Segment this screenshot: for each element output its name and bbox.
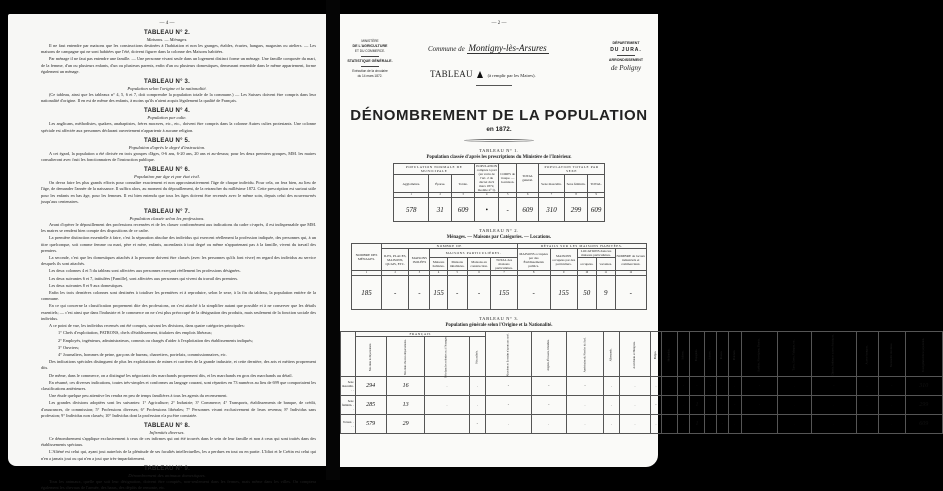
tableau-1-table: [393, 163, 605, 222]
value-eparse: 31: [429, 198, 452, 222]
value-etab-publics: -: [517, 276, 550, 310]
header-label: Suédois, Norvégiens, Danois.: [757, 337, 761, 372]
paragraph: La première distinction essentielle à faire, c'est la séparation absolue des individus qui exercent réellement la profession indiquée, des personnes qui, à un titre quelconque, soit comme femme ou mari, père et mère, enfants, ascendants à tout degré ou même n'appartenant pas à la famille, vivent du travail des premiers.: [41, 235, 316, 253]
cell: -: [485, 377, 531, 396]
ministry-block: [346, 39, 394, 79]
cell: .: [650, 377, 661, 396]
cell: .: [878, 396, 905, 415]
section-tableau-9: [8, 466, 326, 491]
cell: [425, 415, 469, 434]
row-label: Sexe féminin. . .: [341, 396, 356, 415]
value-corps-troupe: -: [499, 198, 517, 222]
value-construction: -: [467, 276, 491, 310]
column-number: 3: [451, 193, 474, 198]
value-totale: 609: [451, 198, 474, 222]
cell: .: [728, 377, 741, 396]
column-number: 1: [352, 271, 382, 276]
cell: .: [705, 396, 717, 415]
header-cell: NOMBRE DES MÉNAGES.: [352, 244, 382, 271]
header-label: Italiens.: [681, 350, 685, 359]
category-item: 2° Employés, ingénieurs, administrateurs, commis ou chargés d'aider à l'exploitation des établissements indiqués;: [58, 337, 253, 343]
paragraph: Les deux colonnes 4 et 5 du tableau sont affectées aux personnes exerçant réellement les professions désignées.: [49, 268, 241, 274]
header-label: Nés dans d'autres départements.: [403, 339, 407, 375]
header-blank: [341, 332, 356, 377]
paragraph: Ce dénombrement s'applique exclusivement à ceux de ces infirmes qui ont été trouvés dans le sein de leur famille et non à ceux qui sont traités dans des établissements spéciaux.: [41, 435, 316, 448]
category-item: 4° Journaliers, hommes de peine, garçons de bureau, charretiers, portefaix, commissionnaires, etc.: [58, 351, 227, 357]
header-cell: [689, 332, 704, 377]
paragraph: Les deux suivantes 6 et 7, intitulées [Famille], sont affectées aux personnes qui vivent du travail des premiers.: [49, 275, 239, 281]
header-group: DÉTAILS SUR LES MAISONS HABITÉES.: [517, 244, 646, 249]
cell: 579: [355, 415, 386, 434]
header-label: Hollandais.: [667, 348, 671, 361]
section-title: TABLEAU N° 9.: [144, 465, 190, 472]
header-group: MAISONS PARTICULIÈRES.: [430, 249, 517, 258]
cell: .: [812, 396, 856, 415]
cell: .: [778, 396, 812, 415]
cell: -: [689, 377, 704, 396]
header-cell: [469, 337, 485, 377]
cell: .: [728, 415, 741, 434]
header-cell: [425, 337, 469, 377]
year-line: en 1872.: [486, 126, 512, 133]
section-tableau-2: [8, 30, 326, 75]
header-label: Naturalisés.: [475, 350, 479, 364]
cell: -: [741, 396, 777, 415]
section-subtitle: Population classée selon les professions.: [129, 216, 205, 222]
header-cell: Sexe féminin.: [564, 175, 588, 193]
paragraph: Il ne faut entendre par maisons que les constructions destinées à l'habitation et non les granges, étables, écuries, hangars, magasins ou ateliers. — Les maisons de campagne qui ne sont habitées que l'été, doivent figurer dans la colonne des Maisons habitées.: [41, 43, 316, 55]
table-row-feminin: [341, 396, 943, 415]
column-number: 1: [394, 193, 429, 198]
page-number: — 4 —: [159, 21, 175, 26]
paragraph: En ce qui concerne la classification proprement dite des professions, on s'est attaché à la simplifier autant que possible et à ne conserver que les détails essentiels; — c'est ainsi que dans l'industrie et le commerce on ne s'est plus préoccupé de la désignation des produits, mais seulement de la fonction sociale des individus.: [41, 303, 316, 321]
section-title: TABLEAU N° 5.: [144, 137, 190, 144]
cell: 1: [689, 415, 704, 434]
header-label: Américains du Nord et du Sud.: [582, 337, 586, 372]
cell: .: [425, 377, 469, 396]
header-group: POPULATION NORMALE DE MUNICIPALE: [394, 164, 475, 175]
header-label: Nés dans les colonies ou à l'étranger.: [445, 336, 449, 378]
header-cell: CORPS de troupe. — Garnison.: [499, 164, 517, 193]
arrondissement-prefix: de: [610, 64, 618, 72]
cell: .: [856, 396, 878, 415]
column-number: 10: [577, 271, 596, 276]
cell: .: [812, 415, 856, 434]
header-label: Nationalité inconnue.: [889, 342, 893, 367]
page-number: — 2 —: [491, 21, 507, 26]
header-cell: Maisons inhabitées.: [447, 258, 467, 271]
section-subtitle: Population selon l'origine et la nationalité.: [127, 86, 207, 92]
header-cell: [531, 332, 566, 377]
header-label: Total général de la population.: [921, 337, 925, 372]
column-number: 6: [467, 271, 491, 276]
column-number: 6: [517, 193, 539, 198]
tableau-2-number: TABLEAU N° 2.: [479, 228, 519, 233]
ministry-name: DE L'AGRICULTURE: [352, 44, 388, 48]
cell: -: [878, 377, 905, 396]
section-tableau-8: [8, 423, 326, 462]
divider: [361, 56, 379, 57]
section-subtitle: Population par culte.: [147, 115, 187, 121]
cell: .: [878, 415, 905, 434]
tableau-3-caption: Population générale selon l'Origine et la Nationalité.: [445, 323, 553, 328]
column-number: 11: [596, 271, 615, 276]
department-label: DÉPARTEMENT: [612, 41, 640, 45]
cell: .: [778, 377, 812, 396]
cell: .: [662, 396, 678, 415]
paragraph: La seconde, c'est que les domestiques attachés à la personne doivent être classés (avec les personnes qu'ils font vivre) en regard des individus au service desquels ils sont attachés.: [41, 255, 316, 267]
cell: 294: [355, 377, 386, 396]
header-cell: TOTAL général.: [517, 164, 539, 193]
header-cell: [778, 332, 812, 377]
cell: .: [677, 415, 689, 434]
cell: .: [856, 415, 878, 434]
cell: .: [469, 377, 485, 396]
value-occupees: 50: [577, 276, 596, 310]
header-label: Autres étrangers.: [865, 344, 869, 365]
cell: .: [778, 415, 812, 434]
left-page-instructions: [8, 14, 326, 490]
header-label: Anglais, Écossais, Irlandais.: [546, 338, 550, 371]
paragraph: Les deux suivantes 8 et 9 aux domestiques.: [49, 282, 124, 288]
paragraph: Par ménage il ne faut pas entendre une famille. — Une personne vivant seule dans un logement distinct forme un ménage. Une famille composée du mari, de la femme, d'un ou plusieurs enfants, d'un ou plusieurs parents, enfin d'un ou plusieurs domestiques, demeurant ensemble dans le même appartement, forme également un ménage.: [41, 56, 316, 74]
header-cell: NOMBRE de locaux industriels et commerciaux.: [615, 249, 647, 271]
paragraph: On devra faire les plus grands efforts pour connaître exactement et non approximativement l'âge de chaque individu. Pour cela, on fera bien, au lieu de l'âge, de demander l'année de la naissance. Il suffira alors, au moment du dépouillement, de la retrancher du millésime 1872. Cette prescription est surtout utile pour les enfants en bas âge, pour les femmes. Il est bien entendu que tous les âges doivent être recensés avec le même soin, depuis celui des nouveau-nés jusqu'aux centenaires.: [41, 180, 316, 204]
divider: [361, 66, 379, 67]
cell-total: 310: [905, 377, 942, 396]
header-cell: vacantes.: [596, 258, 615, 271]
section-title: TABLEAU N° 3.: [144, 79, 190, 86]
column-number: 5: [499, 193, 517, 198]
paragraph: Tous les animaux, quelle que soit leur désignation, doivent être comptés, non-seulement dans les fermes, mais même dans les villes. On comptera également les chevaux de l'armée, des haras, des dépôts de remonte, etc.: [41, 478, 316, 490]
header-group: LOCATIONS dans les maisons particulières.: [577, 249, 615, 258]
cell: -: [717, 415, 728, 434]
arrondissement-name: Poligny: [619, 64, 642, 72]
cell: .: [662, 415, 678, 434]
header-cell: Sexe masculin.: [539, 175, 565, 193]
statistics-label: STATISTIQUE GÉNÉRALE.: [347, 59, 393, 63]
cell: -: [728, 396, 741, 415]
cell: -: [812, 377, 856, 396]
column-number: 2: [382, 271, 409, 276]
tableau-3-table: [340, 331, 943, 434]
column-number: 4: [430, 271, 447, 276]
cell: .: [566, 415, 604, 434]
header-group: POPULATION TOTALE PAR SEXE: [539, 164, 605, 175]
cell-total: 609: [905, 415, 942, 434]
tableau-2-table: [351, 243, 647, 310]
header-cell: MAISONS occupées par des Établissements publics.: [517, 249, 550, 271]
value-vacantes: 9: [596, 276, 615, 310]
paragraph: L'Aliéné est celui qui, ayant joui autrefois de la plénitude de ses facultés intellectuelles, les a perdues en tout ou en partie. L'Idiot et le Crétin est celui qui n'en a jamais joui ou qui n'en a joui que très-imparfaitement.: [41, 449, 316, 461]
book-spine: [326, 0, 340, 480]
value-feminin: 299: [564, 198, 588, 222]
column-number: 7: [491, 271, 517, 276]
header-cell: [566, 332, 604, 377]
column-number: 5: [447, 271, 467, 276]
cell: .: [620, 377, 651, 396]
value-habitees: 155: [430, 276, 447, 310]
header-cell: MAISONS occupées par des particuliers.: [550, 249, 577, 271]
form-header: [340, 21, 658, 111]
paragraph: En résumé, ces diverses indications, toutes très-simples et conformes au langage courant, sont réparties en 73 numéros au lieu de 699 que comportaient les classifications antérieures.: [41, 379, 316, 391]
section-tableau-6: [8, 167, 326, 205]
cell: .: [620, 396, 651, 415]
column-number: 7: [539, 193, 565, 198]
header-cell: Éparse.: [429, 175, 452, 193]
cell: .: [856, 377, 878, 396]
paragraph: Les grandes divisions adoptées sont les suivantes: 1° Agriculture; 2° Industrie; 3° Commerce; 4° Transports, établissements de banque, de crédit, d'assurances, de commission; 5° Professions diverses; 6° Professions libérales; 7° Personnes vivant exclusivement de leurs revenus; 8° Individus sans profession; 9° Individus non classés; 10° Individus dont la profession n'a pu être constatée.: [41, 400, 316, 418]
section-tableau-4: [8, 108, 326, 133]
value-particuliers: 155: [550, 276, 577, 310]
category-item: 3° Ouvriers;: [58, 344, 80, 350]
row-label: Sexe masculin. . .: [341, 377, 356, 396]
header-cell: [355, 337, 386, 377]
paragraph: Les anglicans, méthodistes, quakers, anabaptistes, frères moraves, etc., etc., doivent être compris dans la colonne Autres cultes protestants. Une colonne spéciale est affectée aux personnes déclarant ouvertement n'appartenir à aucune religion.: [41, 121, 316, 133]
header-cell: Totale.: [451, 175, 474, 193]
header-cell: Maisons habitées.: [430, 258, 447, 271]
header-label: Allemands.: [609, 348, 613, 361]
section-subtitle: Population par âge et par état civil.: [134, 174, 200, 180]
column-number: 2: [429, 193, 452, 198]
paragraph: Avant d'opérer le dépouillement des professions recensées et de les classer conformément aux indications du cadre ci-après, il est indispensable que MM. les maires se rendent bien compte des dispositions de ce cadre.: [41, 222, 316, 234]
header-cell: [650, 332, 661, 377]
header-label: Belges.: [653, 350, 657, 359]
value-masculin: 310: [539, 198, 565, 222]
section-title: TABLEAU N° 8.: [144, 422, 190, 429]
header-cell: ILES, PLACES, MAISONS, QUAIS, ETC.: [382, 249, 409, 271]
section-subtitle: Infirmités diverses.: [149, 429, 185, 435]
cell: .: [531, 415, 566, 434]
tableau-a-note: (à remplir par les Maires).: [487, 73, 536, 78]
value-total-general: 609: [517, 198, 539, 222]
header-group: FRANÇAIS: [355, 332, 485, 337]
value-menages: 185: [352, 276, 382, 310]
header-cell: [620, 332, 651, 377]
section-tableau-3: [8, 79, 326, 104]
value-total: 609: [588, 198, 605, 222]
header-cell: occupées.: [577, 258, 596, 271]
header-label: Chinois, Indiens et autres Asiatiques.: [831, 333, 835, 376]
arrondissement-label: ARRONDISSEMENT: [608, 58, 644, 62]
cell: .: [677, 396, 689, 415]
value-total-particulieres: 155: [491, 276, 517, 310]
cell: -: [650, 396, 661, 415]
cell: -: [531, 377, 566, 396]
header-label: Alsaciens et Lorrains n'ayant pas opté.: [506, 332, 510, 377]
header-cell: [878, 332, 905, 377]
paragraph: A ce point de vue, les individus recensés ont été compris, suivant les divisions, dans quatre catégories principales:: [49, 323, 245, 329]
header-cell: TOTAL.: [588, 175, 605, 193]
cell: .: [717, 396, 728, 415]
cell: .: [741, 415, 777, 434]
cell: 29: [386, 415, 425, 434]
column-number: 8: [517, 271, 550, 276]
right-page-census-form: [340, 14, 929, 467]
cell: 13: [386, 396, 425, 415]
header-label: Suisses.: [708, 350, 712, 359]
circular-label: Exécution de la circulaire: [352, 69, 388, 73]
ministry-line: ET DU COMMERCE.: [354, 49, 386, 53]
header-cell: POPULATION comptée à part (en vertu de l'art. 2 du décret du 9 mars 1872, modèle n° I).: [476, 164, 498, 192]
header-cell: [662, 332, 678, 377]
section-title: TABLEAU N° 6.: [144, 167, 190, 174]
cell: .: [469, 396, 485, 415]
value-agglomeree: 578: [394, 198, 429, 222]
column-number: 9: [588, 193, 605, 198]
cell: -: [741, 377, 777, 396]
header-label: Espagnols.: [694, 348, 698, 361]
department-value: DU JURA.: [610, 47, 642, 53]
cell: .: [425, 396, 469, 415]
header-cell: TOTAL des maisons particulières.: [491, 258, 517, 271]
divider: [617, 55, 635, 56]
section-tableau-7: [8, 209, 326, 419]
table-row: [394, 198, 605, 222]
column-number: 12: [615, 271, 647, 276]
header-cell: [386, 337, 425, 377]
divider: [476, 85, 512, 86]
commune-label: Commune de: [428, 45, 465, 53]
main-title: DÉNOMBREMENT DE LA POPULATION: [350, 107, 648, 124]
section-subtitle: Population d'après le degré d'instruction.: [128, 144, 206, 150]
paragraph: De même, dans le commerce, on a distingué les négociants des marchands proprement dits, et les marchands en gros des marchands au détail.: [49, 372, 293, 378]
tableau-1-number: TABLEAU N° 1.: [479, 148, 519, 153]
cell: -: [566, 377, 604, 396]
header-label: Nés dans le département.: [368, 342, 372, 372]
tableau-2-caption: Ménages. — Maisons par Catégories. — Locations.: [446, 235, 552, 240]
section-tableau-5: [8, 138, 326, 163]
cell: 16: [386, 377, 425, 396]
cell: .: [604, 415, 620, 434]
section-title: TABLEAU N° 7.: [144, 209, 190, 216]
value-maisons-isolees: -: [409, 276, 430, 310]
value-comptee-a-part: •: [475, 198, 499, 222]
cell: .: [485, 415, 531, 434]
value-inhabitees: -: [447, 276, 467, 310]
header-cell: Maisons en construction.: [467, 258, 491, 271]
cell: .: [705, 415, 717, 434]
cell: .: [717, 377, 728, 396]
paragraph: A cet égard, la population a été divisée en trois groupes d'âges, 0-6 ans, 6-20 ans, 20 ans et au-dessus; pour les deux premiers groupes, MM. les maires consulteront avec fruit les fonctionnaires de l'instruction publique.: [41, 150, 316, 163]
header-label: Polonais.: [732, 349, 736, 360]
table-row-masculin: [341, 377, 943, 396]
circular-date: du 14 mars 1872.: [357, 74, 383, 78]
header-label: Russes.: [720, 350, 724, 359]
column-number: 3: [409, 271, 430, 276]
department-block: [600, 41, 652, 71]
ministry-line: MINISTÈRE: [361, 39, 379, 43]
header-cell: [741, 332, 777, 377]
header-cell: [604, 332, 620, 377]
header-group: NOMBRE DE: [382, 244, 518, 249]
header-cell: [485, 332, 531, 377]
header-cell: [905, 332, 942, 377]
header-cell: [677, 332, 689, 377]
cell: -: [705, 377, 717, 396]
header-cell: MAISONS ISOLÉES: [409, 249, 430, 271]
column-number: 4: [475, 193, 499, 198]
tableau-3-number: TABLEAU N° 3.: [479, 316, 519, 321]
tableau-1-caption: Population classée d'après les prescriptions du Ministère de l'Intérieur.: [426, 155, 572, 160]
ornamental-divider: [464, 139, 534, 142]
cell: .: [604, 396, 620, 415]
value-iles: -: [382, 276, 409, 310]
cell: -: [469, 415, 485, 434]
table-row: [352, 276, 647, 310]
cell: .: [620, 415, 651, 434]
cell-total: 299: [905, 396, 942, 415]
row-label: Totaux. . . .: [341, 415, 356, 434]
tableau-a-heading: [430, 69, 536, 79]
section-title: TABLEAU N° 2.: [144, 30, 190, 36]
triangle-letter-a-icon: [477, 71, 483, 78]
paragraph: Des indications spéciales distinguent de plus les exploitations de mines et carrières de la grande industrie, et cette dernière, des arts et métiers proprement dits.: [41, 359, 316, 371]
cell: .: [662, 377, 678, 396]
header-label: Autrichiens et Hongrois.: [633, 340, 637, 369]
header-cell: [856, 332, 878, 377]
header-cell: Agglomérée.: [394, 175, 429, 193]
paragraph: (Ce tableau, ainsi que les tableaux n° 4, 5, 6 et 7, doit comprendre la population totale de la commune.) — Les Suisses doivent être compris dans leur nationalité d'origine. Il en est de même des enfants, à moins qu'ils n'aient acquis légalement la qualité de Français.: [41, 92, 316, 104]
cell: -: [677, 377, 689, 396]
header-cell: [728, 332, 741, 377]
header-cell: [717, 332, 728, 377]
header-cell: [705, 332, 717, 377]
cell: 1: [689, 396, 704, 415]
arrondissement-value: [600, 66, 652, 71]
cell: .: [650, 415, 661, 434]
column-number: 9: [550, 271, 577, 276]
header-label: Turcs, Grecs, Valaques, etc.: [792, 339, 796, 370]
header-cell: [812, 332, 856, 377]
cell: .: [566, 396, 604, 415]
paragraph: Une étude quelque peu attentive les rendra en peu de temps familières à tous les agents du recensement.: [49, 393, 228, 399]
paragraph: Enfin les trois dernières colonnes sont destinées à totaliser les premières et à reproduire, selon le sexe, à la fin du tableau, la population entière de la commune.: [41, 290, 316, 302]
cell: .: [604, 377, 620, 396]
cell: 285: [355, 396, 386, 415]
value-industriels: -: [615, 276, 647, 310]
commune-field: [428, 43, 549, 53]
column-number: 8: [564, 193, 588, 198]
section-subtitle: Dénombrement des animaux domestiques.: [128, 472, 206, 478]
cell: -: [531, 396, 566, 415]
cell: -: [485, 396, 531, 415]
category-item: 1° Chefs d'exploitation, PATRONS, chefs d'établissement, titulaires des emplois libéraux;: [58, 330, 212, 336]
section-title: TABLEAU N° 4.: [144, 108, 190, 115]
commune-value: Montigny-lès-Arsures: [468, 43, 547, 53]
table-row-totaux: [341, 415, 943, 434]
tableau-a-label: TABLEAU: [430, 69, 473, 79]
section-subtitle: Maisons. — Ménages.: [146, 37, 188, 42]
